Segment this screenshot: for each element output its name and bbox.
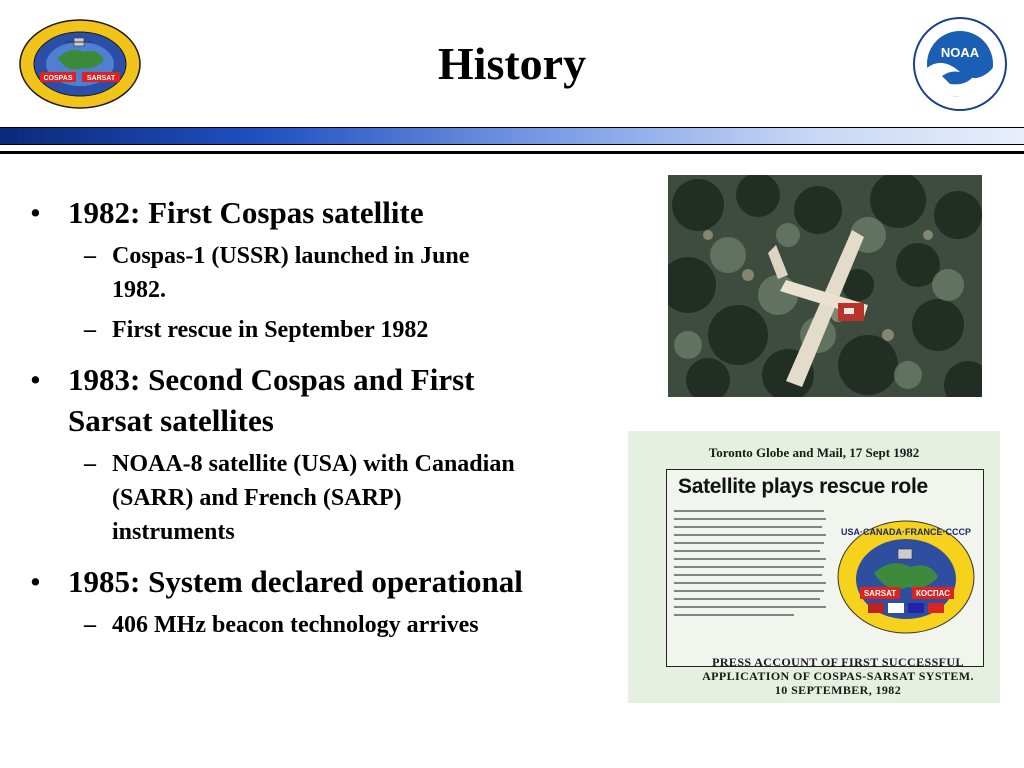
- clipping-caption: PRESS ACCOUNT OF FIRST SUCCESSFUL APPLICATION OF COSPAS-SARSAT SYSTEM. 10 SEPTEMBER, 1982: [702, 655, 974, 697]
- logo-sarsat-label: SARSAT: [86, 75, 116, 82]
- newspaper-clipping-photo: [628, 431, 1000, 703]
- crashed-plane-photo: [668, 175, 982, 397]
- sub-bullet-noaa8: – NOAA-8 satellite (USA) with Canadian (SARR) and French (SARP) instruments: [30, 447, 610, 549]
- logo-cospas-label: COSPAS: [43, 75, 73, 82]
- sub-bullet-first-rescue: – First rescue in September 1982: [30, 313, 610, 347]
- bullet-1983: • 1983: Second Cospas and First Sarsat satellites: [30, 359, 610, 441]
- clipping-masthead: Toronto Globe and Mail, 17 Sept 1982: [708, 445, 920, 460]
- noaa-label: NOAA: [940, 45, 980, 60]
- bullet-list: [30, 192, 610, 642]
- sub-bullet-406mhz: – 406 MHz beacon technology arrives: [30, 608, 610, 642]
- header-black-rule: [0, 151, 1024, 154]
- header-gradient-rule: [0, 127, 1024, 145]
- page-title: History: [437, 38, 587, 89]
- sub-bullet-cospas1: – Cospas-1 (USSR) launched in June 1982.: [30, 239, 610, 307]
- bullet-1985: • 1985: System declared operational: [30, 561, 610, 602]
- clipping-headline: Satellite plays rescue role: [678, 475, 928, 498]
- cospas-sarsat-seal: [834, 517, 978, 637]
- svg-text:USA·CANADA·FRANCE·CCCP: USA·CANADA·FRANCE·CCCP: [841, 527, 971, 537]
- noaa-logo: [912, 16, 1008, 112]
- bullet-1982: • 1982: First Cospas satellite: [30, 192, 610, 233]
- svg-text:SARSAT: SARSAT: [863, 589, 897, 598]
- clipping-article-text: [674, 507, 834, 629]
- svg-text:КОСПАС: КОСПАС: [916, 589, 950, 598]
